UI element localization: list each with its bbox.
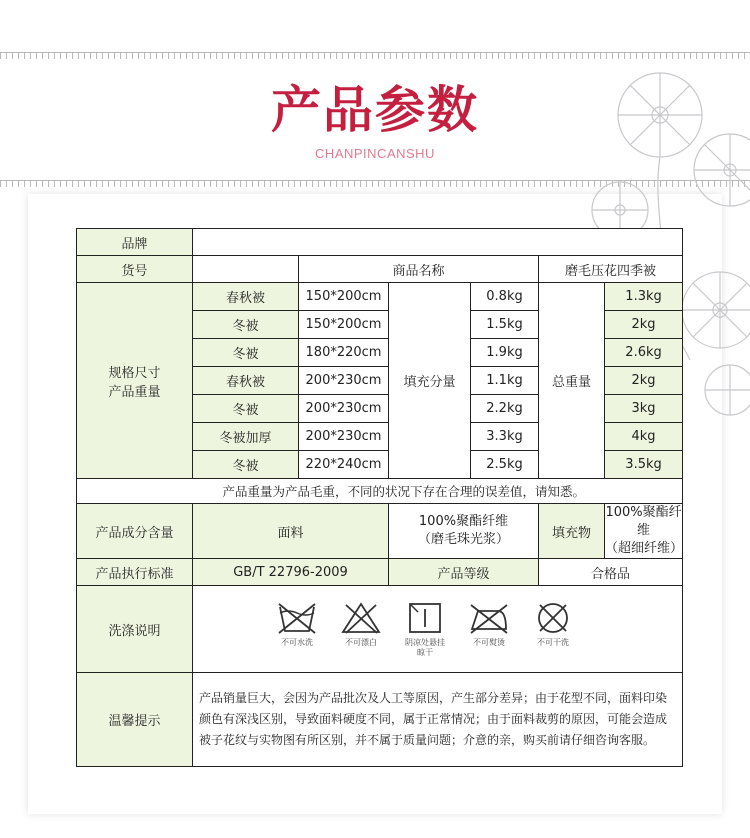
spec-total: 1.3kg [605,283,683,311]
spec-label-line2: 产品重量 [108,384,161,400]
standard-value: GB/T 22796-2009 [193,559,389,586]
no-wash-icon [276,601,318,635]
spec-size: 180*220cm [299,339,389,367]
spec-total: 2kg [605,311,683,339]
spec-table [76,228,683,767]
no-dry-clean-icon [532,601,574,635]
spec-fill: 2.2kg [471,395,539,423]
total-label: 总重量 [539,283,605,479]
wash-item [529,601,577,658]
spec-total: 3.5kg [605,451,683,479]
spec-total: 2.6kg [605,339,683,367]
wash-item [465,601,513,658]
page-title: 产品参数 [271,81,479,139]
sku-label: 货号 [77,256,193,283]
no-bleach-icon [340,601,382,635]
tips-label: 温馨提示 [77,673,193,767]
filling-value-line1: 100%聚酯纤维 [605,505,682,538]
weight-note: 产品重量为产品毛重，不同的状况下存在合理的误差值，请知悉。 [193,479,683,504]
grade-label: 产品等级 [389,559,539,586]
spec-total: 4kg [605,423,683,451]
product-name-value: 磨毛压花四季被 [539,256,683,283]
wash-icons [193,601,682,658]
spec-type: 冬被 [193,451,299,479]
spec-type: 冬被加厚 [193,423,299,451]
spec-size: 150*200cm [299,283,389,311]
spec-type: 冬被 [193,339,299,367]
sku-value [193,256,299,283]
spec-total: 2kg [605,367,683,395]
spec-fill: 2.5kg [471,451,539,479]
spec-size: 200*230cm [299,367,389,395]
spec-fill: 0.8kg [471,283,539,311]
spec-type: 春秋被 [193,367,299,395]
wash-icons-cell [193,586,683,673]
spec-fill: 1.1kg [471,367,539,395]
no-iron-icon [468,601,510,635]
note-spacer [77,479,193,504]
wash-caption: 不可熨烫 [473,637,505,647]
fill-label: 填充分量 [389,283,471,479]
fabric-label: 面料 [193,504,389,559]
top-ticks [0,53,750,59]
fabric-value [389,504,539,559]
wash-label: 洗涤说明 [77,586,193,673]
wash-caption: 不可水洗 [281,637,313,647]
filling-label: 填充物 [539,504,605,559]
spec-size: 220*240cm [299,451,389,479]
spec-fill: 3.3kg [471,423,539,451]
brand-value [193,229,683,256]
standard-label: 产品执行标准 [77,559,193,586]
grade-value: 合格品 [539,559,683,586]
fabric-value-line1: 100%聚酯纤维 [418,514,509,529]
tips-text: 产品销量巨大，会因为产品批次及人工等原因，产生部分差异；由于花型不同，面料印染颜色有深浅区别，导致面料硬度不同，属于正常情况；由于面料裁剪的原因，可能会造成被子花纹与实物图有所区别，并不属于质量问题；介意的亲，购买前请仔细咨询客服。 [193,673,683,767]
shade-dry-icon [404,601,446,635]
spec-label [77,283,193,479]
spec-total: 3kg [605,395,683,423]
page-subtitle: CHANPINCANSHU [315,146,435,161]
fabric-value-line2: （磨毛珠光浆） [417,532,509,547]
spec-type: 冬被 [193,395,299,423]
brand-label: 品牌 [77,229,193,256]
spec-fill: 1.5kg [471,311,539,339]
filling-value-line2: （超细纤维） [605,541,684,556]
wash-item [337,601,385,658]
spec-label-line1: 规格尺寸 [108,365,161,381]
wash-caption: 不可漂白 [345,637,377,647]
filling-value [605,504,683,559]
spec-size: 200*230cm [299,395,389,423]
spec-type: 冬被 [193,311,299,339]
spec-size: 150*200cm [299,311,389,339]
spec-fill: 1.9kg [471,339,539,367]
spec-type: 春秋被 [193,283,299,311]
wash-item [273,601,321,658]
wash-caption: 阴凉处悬挂晾干 [405,637,445,657]
wash-caption: 不可干洗 [537,637,569,647]
composition-label: 产品成分含量 [77,504,193,559]
wash-item [401,601,449,658]
spec-size: 200*230cm [299,423,389,451]
product-name-label: 商品名称 [299,256,539,283]
